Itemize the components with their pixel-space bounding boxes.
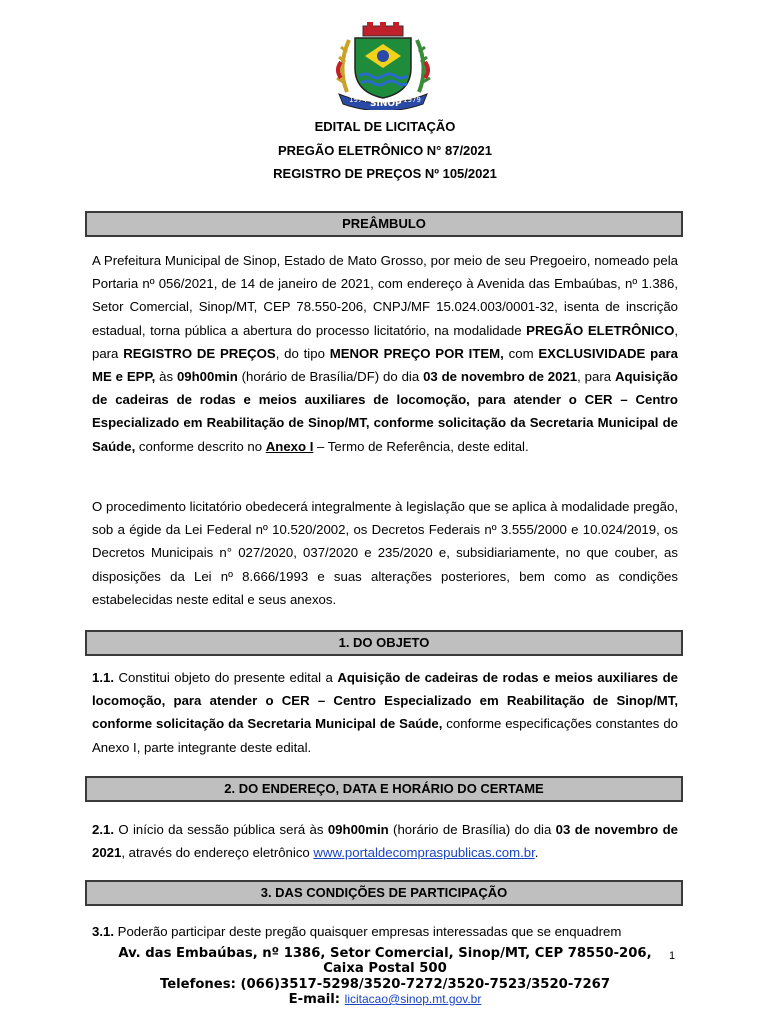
doc-title: EDITAL DE LICITAÇÃO (314, 119, 456, 134)
sinop-coat-of-arms-icon (327, 22, 439, 110)
section-heading-participacao: 3. DAS CONDIÇÕES DE PARTICIPAÇÃO (85, 880, 683, 906)
objeto-paragraph: 1.1. Constitui objeto do presente edital a Aquisição de cadeiras de rodas e meios auxiliares de locomoção, para atender o CER – Centro Especializado em Reabilitação de Sinop/MT, conforme solicitação da Secretaria Municipal de Saúde, conforme especificações constantes do Anexo I, parte integrante deste edital. (92, 670, 678, 755)
footer-email: E-mail: licitacao@sinop.mt.gov.br (288, 992, 482, 1007)
preambulo-paragraph-1: A Prefeitura Municipal de Sinop, Estado de Mato Grosso, por meio de seu Pregoeiro, nomeado pela Portaria nº 056/2021, de 14 de janeiro de 2021, com endereço à Avenida das Embaúbas, nº 1.386, Setor Comercial, Sinop/MT, CEP 78.550-206, CNPJ/MF 15.024.003/0001-32, isenta de inscrição estadual, torna pública a abertura do processo licitatório, na modalidade PREGÃO ELETRÔNICO, para REGISTRO DE PREÇOS, do tipo MENOR PREÇO POR ITEM, com EXCLUSIVIDADE para ME e EPP, às 09h00min (horário de Brasília/DF) do dia 03 de novembro de 2021, para Aquisição de cadeiras de rodas e meios auxiliares de locomoção, para atender o CER – Centro Especializado em Reabilitação de Sinop/MT, conforme solicitação da Secretaria Municipal de Saúde, conforme descrito no Anexo I – Termo de Referência, deste edital. (92, 253, 678, 454)
section-heading-endereco: 2. DO ENDEREÇO, DATA E HORÁRIO DO CERTAME (85, 776, 683, 802)
email-link[interactable]: licitacao@sinop.mt.gov.br (344, 992, 482, 1006)
preambulo-paragraph-2: O procedimento licitatório obedecerá integralmente à legislação que se aplica à modalidade pregão, sob a égide da Lei Federal nº 10.520/2002, os Decretos Federais nº 3.555/2000 e 10.024/2019, os Decretos Municipais n° 027/2020, 037/2020 e 235/2020 e, subsidiariamente, no que couber, as disposições da Lei nº 8.666/1993 e suas alterações posteriores, bem como as condições estabelecidas neste edital e seus anexos. (92, 499, 678, 607)
doc-subtitle-pregao: PREGÃO ELETRÔNICO N° 87/2021 (278, 143, 492, 158)
portal-link[interactable]: www.portaldecompraspublicas.com.br (313, 845, 535, 861)
participacao-paragraph: 3.1. Poderão participar deste pregão quaisquer empresas interessadas que se enquadrem (92, 924, 622, 939)
footer-po-box: Caixa Postal 500 (323, 961, 447, 976)
logo-banner-right: 1979 (403, 96, 421, 104)
section-heading-preambulo: PREÂMBULO (85, 211, 683, 237)
footer-address: Av. das Embaúbas, nº 1386, Setor Comercial, Sinop/MT, CEP 78550-206, (118, 946, 652, 961)
logo-banner-center: SINOP (370, 99, 402, 109)
page-number: 1 (669, 950, 676, 962)
footer-phones: Telefones: (066)3517-5298/3520-7272/3520-7523/3520-7267 (159, 977, 611, 992)
section-heading-objeto: 1. DO OBJETO (85, 630, 683, 656)
logo-banner-left: 1974 (349, 96, 367, 104)
endereco-paragraph: 2.1. O início da sessão pública será às 09h00min (horário de Brasília) do dia 03 de novembro de 2021, através do endereço eletrônico www.portaldecompraspublicas.com.br. (92, 822, 678, 861)
doc-subtitle-registro: REGISTRO DE PREÇOS Nº 105/2021 (273, 166, 497, 181)
